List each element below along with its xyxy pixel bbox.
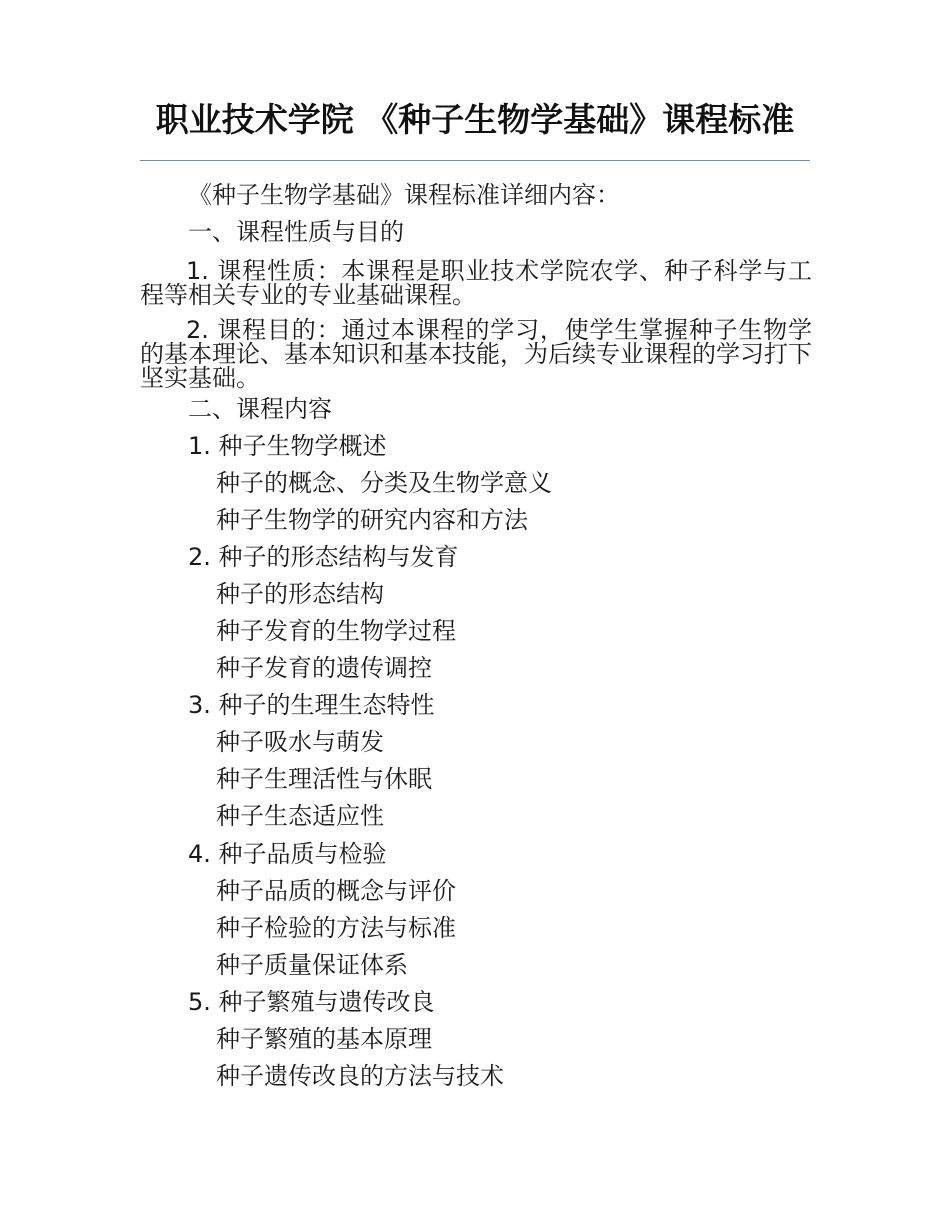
course-purpose-paragraph: 2. 课程目的：通过本课程的学习，使学生掌握种子生物学的基本理论、基本知识和基本技能，为后续专业课程的学习打下坚实基础。	[140, 316, 812, 392]
content-subitem: 种子生态适应性	[216, 802, 384, 830]
content-subitem: 种子检验的方法与标准	[216, 914, 456, 942]
content-subitem: 种子遗传改良的方法与技术	[216, 1062, 504, 1090]
content-item-5: 5. 种子繁殖与遗传改良	[188, 988, 435, 1016]
document-title: 职业技术学院 《种子生物学基础》课程标准	[155, 100, 795, 139]
content-subitem: 种子发育的生物学过程	[216, 617, 456, 645]
course-nature-paragraph: 1. 课程性质：本课程是职业技术学院农学、种子科学与工程等相关专业的专业基础课程。	[140, 257, 812, 309]
content-subitem: 种子吸水与萌发	[216, 728, 384, 756]
content-subitem: 种子质量保证体系	[216, 951, 408, 979]
intro-text: 《种子生物学基础》课程标准详细内容：	[188, 181, 620, 209]
content-subitem: 种子生理活性与休眠	[216, 765, 432, 793]
content-subitem: 种子生物学的研究内容和方法	[216, 506, 528, 534]
section-heading-1: 一、课程性质与目的	[188, 218, 404, 246]
content-subitem: 种子的形态结构	[216, 580, 384, 608]
title-underline	[140, 160, 810, 161]
content-subitem: 种子发育的遗传调控	[216, 654, 432, 682]
content-subitem: 种子繁殖的基本原理	[216, 1025, 432, 1053]
content-subitem: 种子的概念、分类及生物学意义	[216, 469, 552, 497]
content-item-1: 1. 种子生物学概述	[188, 432, 387, 460]
section-heading-2: 二、课程内容	[188, 395, 332, 423]
content-item-3: 3. 种子的生理生态特性	[188, 691, 435, 719]
content-item-2: 2. 种子的形态结构与发育	[188, 543, 459, 571]
content-subitem: 种子品质的概念与评价	[216, 877, 456, 905]
content-item-4: 4. 种子品质与检验	[188, 840, 387, 868]
